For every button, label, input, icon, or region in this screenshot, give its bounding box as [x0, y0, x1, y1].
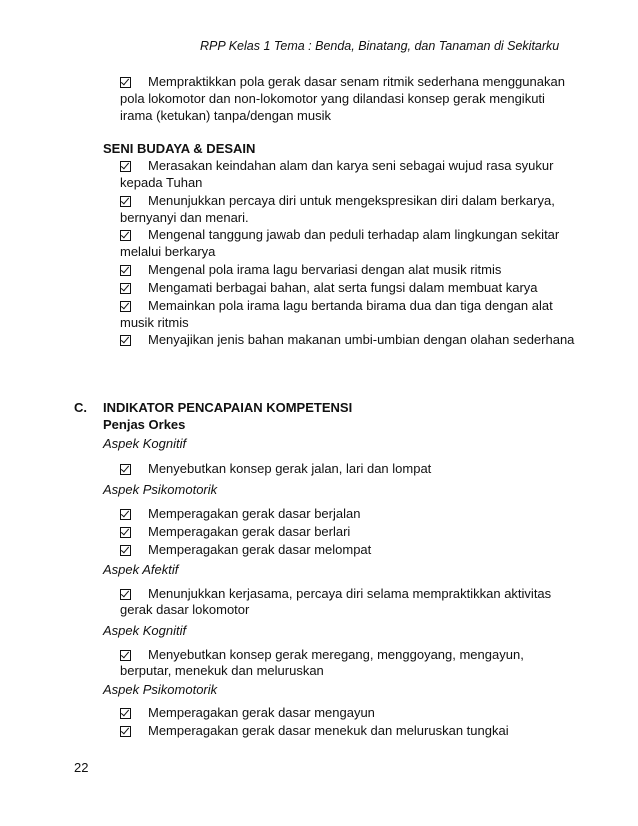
list-item-line: Mengenal tanggung jawab dan peduli terhadap alam lingkungan sekitar — [148, 227, 560, 242]
aspect-label: Aspek Psikomotorik — [103, 482, 218, 497]
checkbox-icon — [120, 706, 147, 722]
list-item-line: Merasakan keindahan alam dan karya seni sebagai wujud rasa syukur — [148, 158, 554, 173]
checkbox-icon — [120, 543, 147, 559]
list-item-line: Memperagakan gerak dasar menekuk dan meluruskan tungkai — [148, 723, 509, 738]
subsection-title: Penjas Orkes — [103, 417, 186, 432]
list-item-line: Mengamati berbagai bahan, alat serta fungsi dalam membuat karya — [148, 280, 538, 295]
list-item-line: kepada Tuhan — [120, 175, 203, 190]
list-item-line: bernyanyi dan menari. — [120, 210, 249, 225]
section-heading: SENI BUDAYA & DESAIN — [103, 141, 256, 156]
section-letter: C. — [74, 400, 87, 415]
checkbox-icon — [120, 587, 147, 603]
checkbox-icon — [120, 648, 147, 664]
checkbox-icon — [120, 724, 147, 740]
page-number: 22 — [74, 760, 89, 775]
list-item-line: Menunjukkan percaya diri untuk mengekspresikan diri dalam berkarya, — [148, 193, 555, 208]
checkbox-icon — [120, 507, 147, 523]
list-item-line: gerak dasar lokomotor — [120, 602, 250, 617]
checkbox-icon — [120, 525, 147, 541]
checkbox-icon — [120, 159, 147, 175]
list-item-line: musik ritmis — [120, 315, 189, 330]
list-item-line: berputar, menekuk dan meluruskan — [120, 663, 324, 678]
checkbox-icon — [120, 299, 147, 315]
list-item-line: Memainkan pola irama lagu bertanda birama dua dan tiga dengan alat — [148, 298, 553, 313]
checkbox-icon — [120, 281, 147, 297]
checkbox-icon — [120, 75, 147, 91]
checkbox-icon — [120, 462, 147, 478]
checkbox-icon — [120, 228, 147, 244]
aspect-label: Aspek Afektif — [103, 562, 179, 577]
checkbox-icon — [120, 333, 147, 349]
section-title: INDIKATOR PENCAPAIAN KOMPETENSI — [103, 400, 353, 415]
list-item-line: Memperagakan gerak dasar mengayun — [148, 705, 375, 720]
list-item-line: melalui berkarya — [120, 244, 216, 259]
list-item-line: Memperagakan gerak dasar berlari — [148, 524, 351, 539]
running-header: RPP Kelas 1 Tema : Benda, Binatang, dan Tanaman di Sekitarku — [200, 39, 560, 53]
list-item-line: Menyebutkan konsep gerak jalan, lari dan lompat — [148, 461, 432, 476]
list-item-line: Menyebutkan konsep gerak meregang, menggoyang, mengayun, — [148, 647, 524, 662]
checkbox-icon — [120, 263, 147, 279]
list-item-line: Mengenal pola irama lagu bervariasi dengan alat musik ritmis — [148, 262, 502, 277]
aspect-label: Aspek Kognitif — [103, 436, 187, 451]
list-item-line: Memperagakan gerak dasar melompat — [148, 542, 372, 557]
checkbox-icon — [120, 194, 147, 210]
list-item-line: pola lokomotor dan non-lokomotor yang dilandasi konsep gerak mengikuti — [120, 91, 545, 106]
list-item-line: Memperagakan gerak dasar berjalan — [148, 506, 361, 521]
list-item-line: Menunjukkan kerjasama, percaya diri selama mempraktikkan aktivitas — [148, 586, 552, 601]
list-item-line: Menyajikan jenis bahan makanan umbi-umbian dengan olahan sederhana — [148, 332, 575, 347]
aspect-label: Aspek Kognitif — [103, 623, 187, 638]
list-item-line: Mempraktikkan pola gerak dasar senam ritmik sederhana menggunakan — [148, 74, 565, 89]
list-item-line: irama (ketukan) tanpa/dengan musik — [120, 108, 332, 123]
aspect-label: Aspek Psikomotorik — [103, 682, 218, 697]
